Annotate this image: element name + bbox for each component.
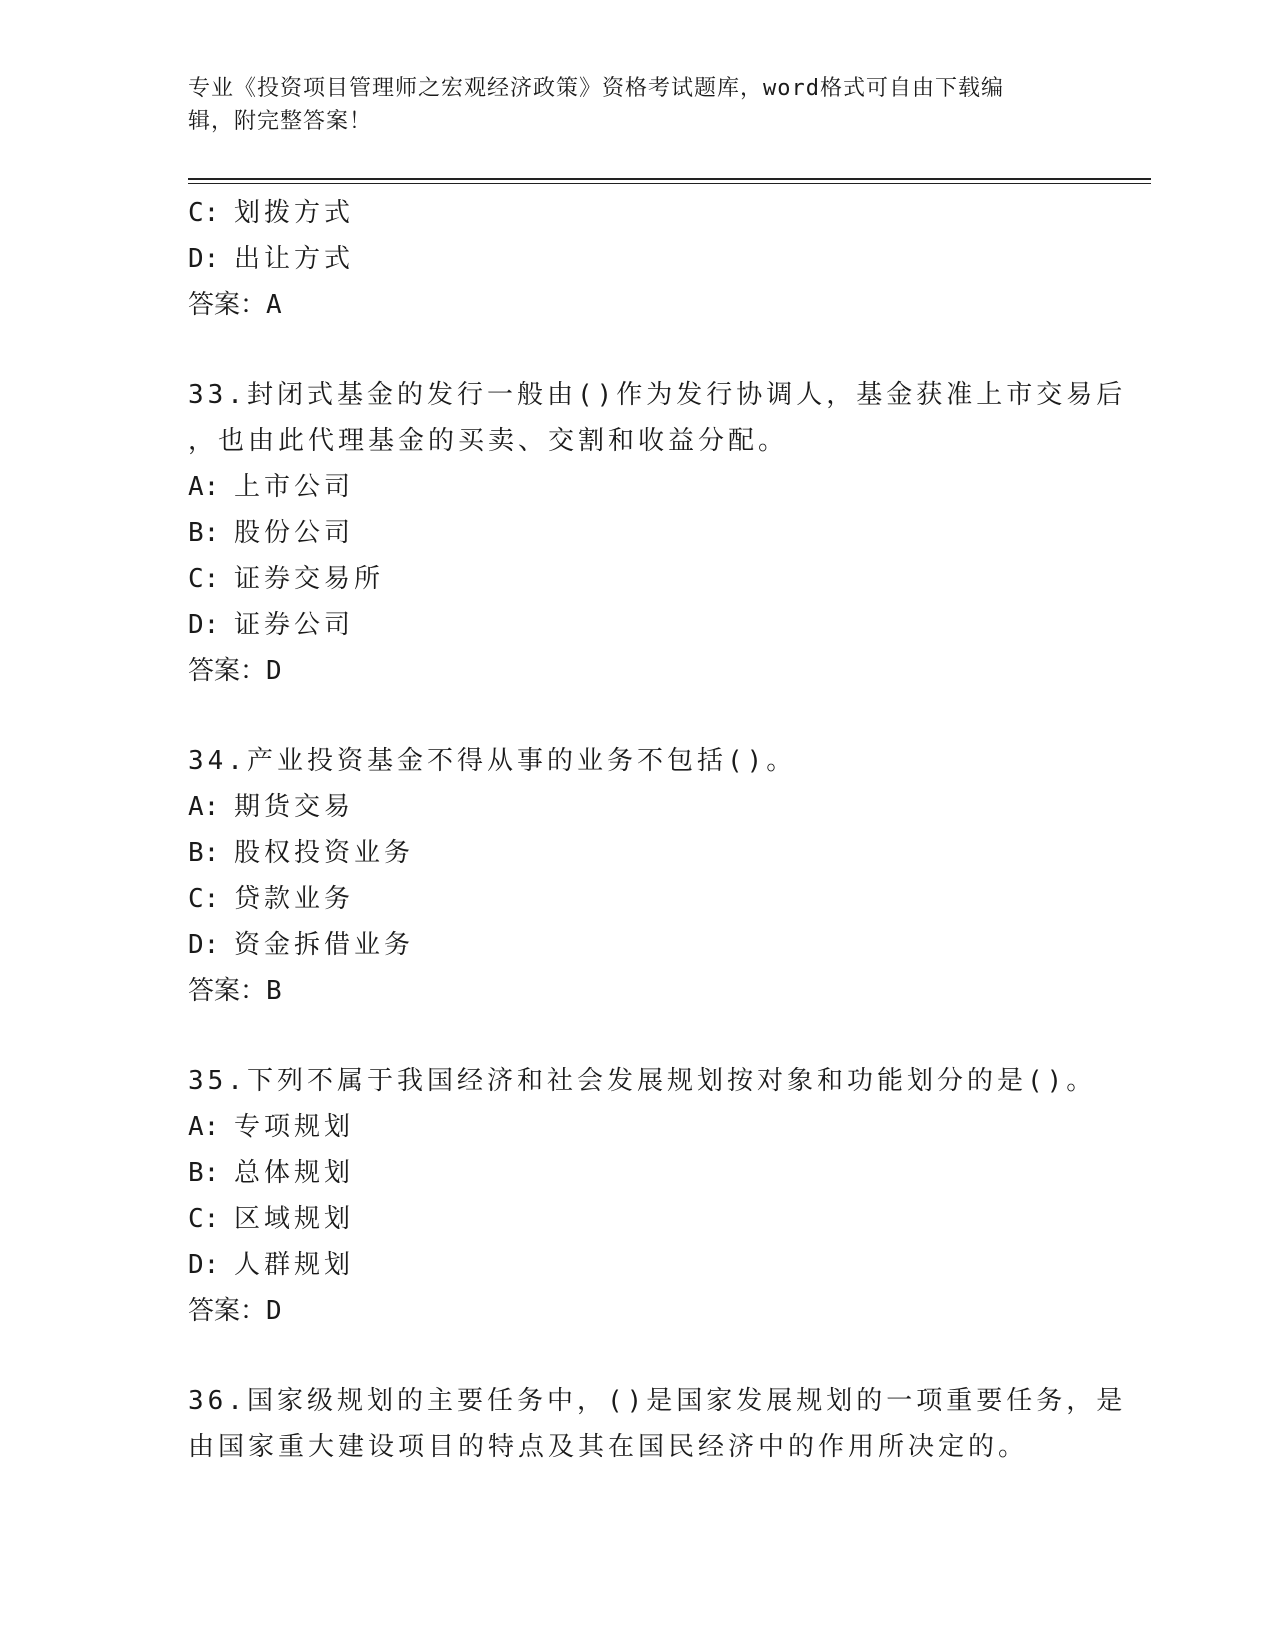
question-34 [188, 738, 1088, 1014]
option-d: D: 人群规划 [188, 1250, 355, 1280]
question-35 [188, 1058, 1097, 1334]
document-header [188, 72, 1088, 138]
question-list [188, 190, 1127, 1470]
header-divider-thick [188, 178, 1151, 180]
option-a: A: 期货交易 [188, 792, 355, 822]
option-d: D: 出让方式 [188, 244, 355, 274]
question-33 [188, 372, 1127, 694]
question-stem-cont: ，也由此代理基金的买卖、交割和收益分配。 [188, 426, 789, 456]
header-divider-thin [188, 183, 1151, 184]
option-c: C: 证券交易所 [188, 564, 385, 594]
option-d: D: 证券公司 [188, 610, 355, 640]
option-a: A: 上市公司 [188, 472, 355, 502]
header-line-2: 辑，附完整答案！ [188, 109, 373, 134]
question-stem-cont: 由国家重大建设项目的特点及其在国民经济中的作用所决定的。 [188, 1432, 1029, 1462]
option-b: B: 股权投资业务 [188, 838, 415, 868]
option-c: C: 贷款业务 [188, 884, 355, 914]
question-36 [188, 1378, 1127, 1470]
option-c: C: 划拨方式 [188, 198, 355, 228]
option-b: B: 股份公司 [188, 518, 355, 548]
option-c: C: 区域规划 [188, 1204, 355, 1234]
question-stem: 33.封闭式基金的发行一般由()作为发行协调人，基金获准上市交易后 [188, 380, 1127, 410]
question-stem: 34.产业投资基金不得从事的业务不包括()。 [188, 746, 797, 776]
option-d: D: 资金拆借业务 [188, 930, 415, 960]
question-stem: 35.下列不属于我国经济和社会发展规划按对象和功能划分的是()。 [188, 1066, 1097, 1096]
answer-line: 答案：B [188, 976, 282, 1006]
question-stem: 36.国家级规划的主要任务中，()是国家发展规划的一项重要任务，是 [188, 1386, 1127, 1416]
answer-line: 答案：A [188, 290, 282, 320]
option-b: B: 总体规划 [188, 1158, 355, 1188]
question-32-tail [188, 190, 1088, 328]
answer-line: 答案：D [188, 656, 282, 686]
answer-line: 答案：D [188, 1296, 282, 1326]
option-a: A: 专项规划 [188, 1112, 355, 1142]
header-line-1: 专业《投资项目管理师之宏观经济政策》资格考试题库，word格式可自由下载编 [188, 76, 1004, 101]
